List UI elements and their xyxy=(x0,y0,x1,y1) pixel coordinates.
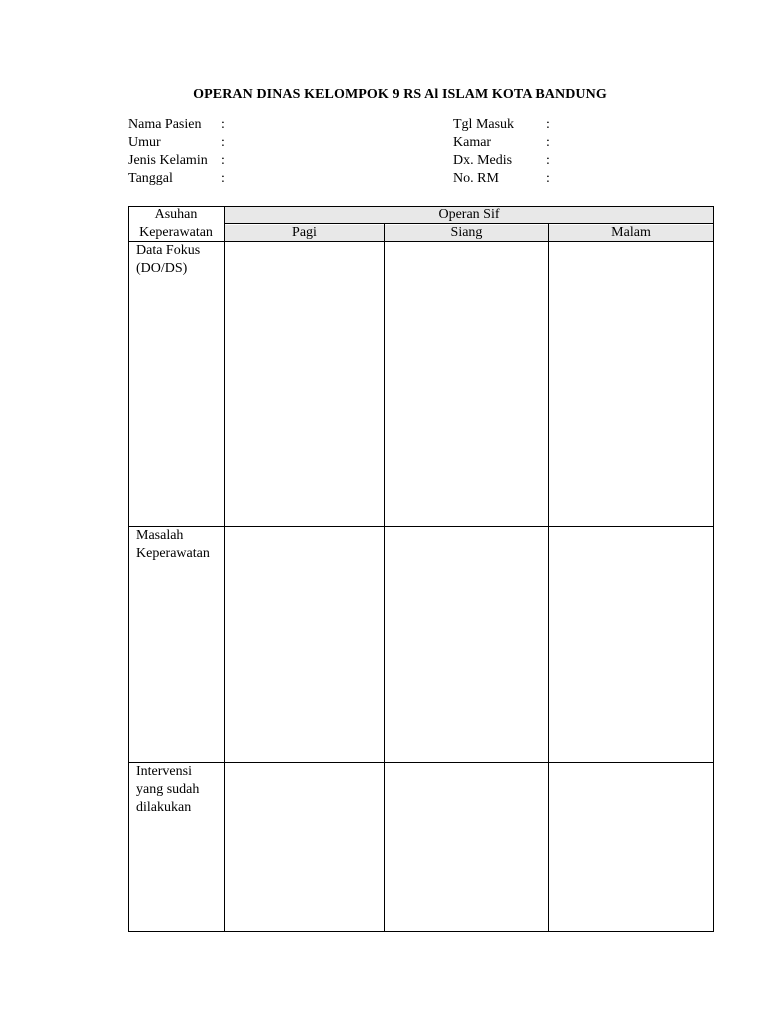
info-label: Tgl Masuk xyxy=(453,117,515,132)
info-label: Kamar xyxy=(453,135,492,150)
header-shift-pagi: Pagi xyxy=(292,225,317,240)
row-label-line: yang sudah xyxy=(136,782,200,797)
row-label-line: Keperawatan xyxy=(136,546,210,561)
row-label-line: Masalah xyxy=(136,528,184,543)
info-colon: : xyxy=(221,153,225,168)
document-title: OPERAN DINAS KELOMPOK 9 RS Al ISLAM KOTA BANDUNG xyxy=(193,87,607,102)
info-label: Umur xyxy=(128,135,161,150)
header-shift-malam: Malam xyxy=(611,225,651,240)
info-colon: : xyxy=(221,135,225,150)
header-asuhan-line1: Asuhan xyxy=(154,207,198,222)
info-label: Nama Pasien xyxy=(128,117,202,132)
header-asuhan-keperawatan xyxy=(128,206,224,242)
table-border-left xyxy=(128,206,129,932)
info-label: No. RM xyxy=(453,171,499,186)
row-label-data-fokus xyxy=(136,242,224,278)
info-label: Tanggal xyxy=(128,171,173,186)
row-label-line: dilakukan xyxy=(136,800,192,815)
row-label-line: Intervensi xyxy=(136,764,192,779)
col-divider-2 xyxy=(384,224,385,932)
col-divider-3 xyxy=(548,224,549,932)
header-asuhan-line2: Keperawatan xyxy=(139,225,213,240)
row-label-line: (DO/DS) xyxy=(136,261,188,276)
info-label: Jenis Kelamin xyxy=(128,153,208,168)
row-label-intervensi xyxy=(136,763,224,817)
table-border-right xyxy=(713,206,714,932)
info-colon: : xyxy=(546,117,550,132)
row-label-masalah-keperawatan xyxy=(136,527,224,563)
info-colon: : xyxy=(221,117,225,132)
info-colon: : xyxy=(546,171,550,186)
header-operan-sif: Operan Sif xyxy=(438,207,500,222)
info-colon: : xyxy=(221,171,225,186)
col-divider-1 xyxy=(224,206,225,932)
info-label: Dx. Medis xyxy=(453,153,513,168)
info-colon: : xyxy=(546,135,550,150)
row-label-line: Data Fokus xyxy=(136,243,201,258)
header-shift-siang: Siang xyxy=(450,225,483,240)
info-colon: : xyxy=(546,153,550,168)
table-border-bottom xyxy=(128,931,714,932)
